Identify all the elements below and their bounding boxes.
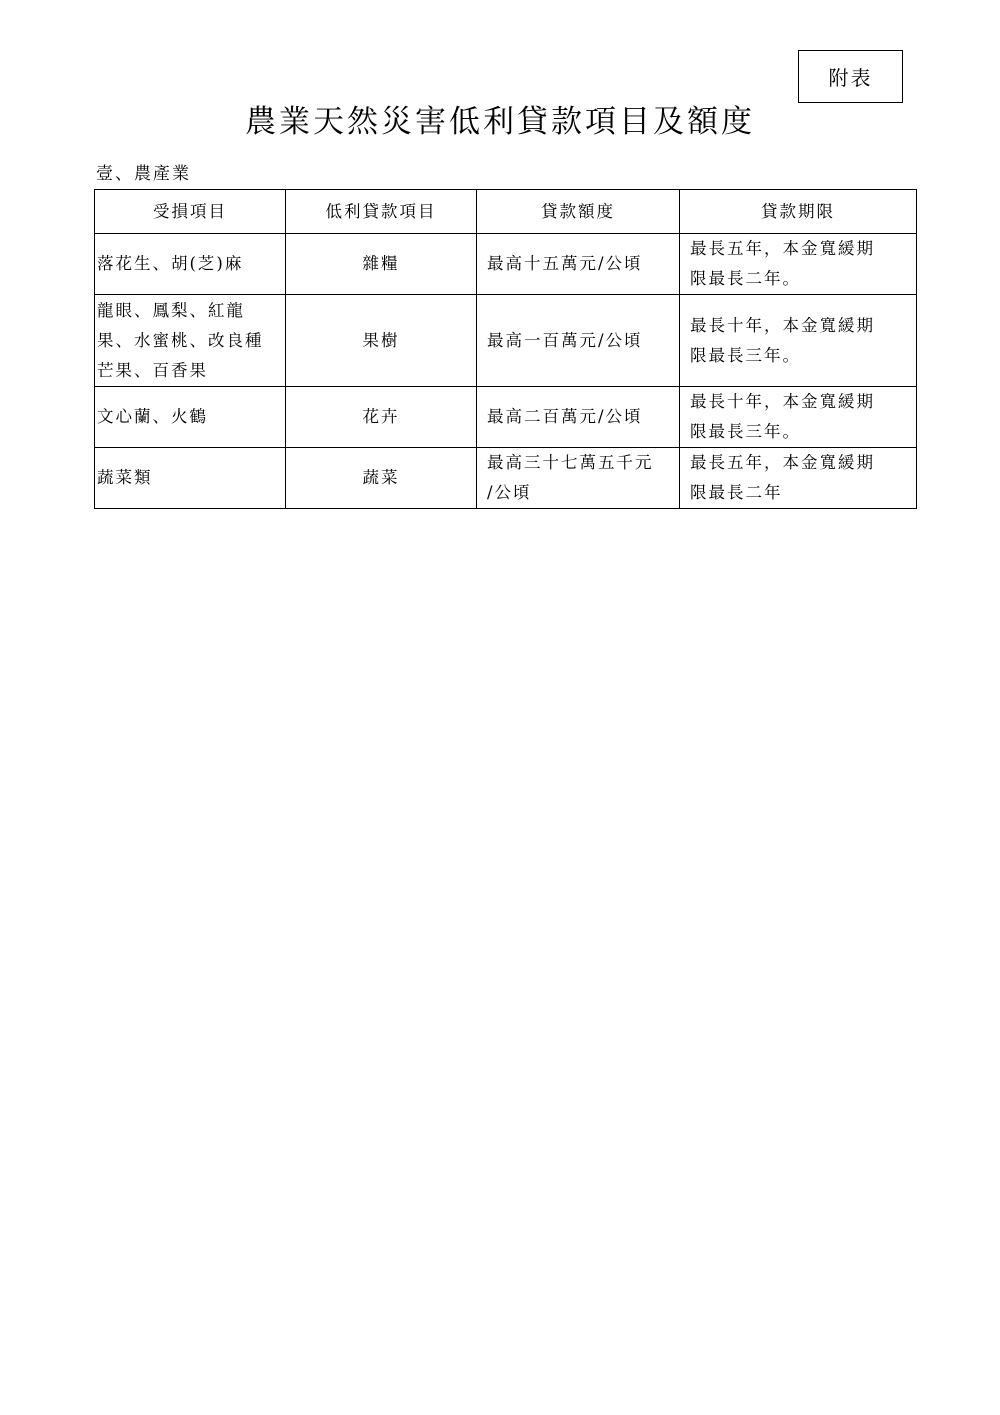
cell-loan-item: 雜糧 — [286, 234, 477, 295]
cell-damaged-item — [95, 234, 286, 295]
cell-loan-term — [680, 387, 917, 448]
cell-line: 限最長二年 — [690, 483, 783, 502]
cell-line: 最高十五萬元/公頃 — [487, 254, 643, 273]
header-loan-item: 低利貸款項目 — [286, 190, 477, 234]
cell-line: 果、水蜜桃、改良種 — [97, 330, 264, 350]
cell-line: 最高一百萬元/公頃 — [487, 330, 643, 350]
table-row — [95, 295, 917, 387]
cell-loan-item: 果樹 — [286, 295, 477, 387]
cell-loan-item: 蔬菜 — [286, 448, 477, 509]
cell-loan-term — [680, 234, 917, 295]
document-title: 農業天然災害低利貸款項目及額度 — [245, 104, 755, 140]
cell-damaged-item — [95, 448, 286, 509]
cell-line: 最長十年，本金寬緩期 — [690, 315, 875, 335]
section-label: 壹、農產業 — [96, 164, 191, 184]
cell-loan-term — [680, 295, 917, 387]
cell-loan-amount — [477, 387, 680, 448]
cell-line: 蔬菜類 — [97, 468, 153, 487]
cell-loan-amount — [477, 448, 680, 509]
cell-line: /公頃 — [487, 483, 532, 502]
cell-line: 限最長二年。 — [690, 269, 801, 288]
attachment-label: 附表 — [798, 50, 903, 103]
cell-line: 芒果、百香果 — [97, 360, 208, 380]
loan-table — [94, 189, 917, 509]
cell-loan-amount — [477, 234, 680, 295]
header-loan-term: 貸款期限 — [680, 190, 917, 234]
cell-loan-item: 花卉 — [286, 387, 477, 448]
cell-loan-term — [680, 448, 917, 509]
header-loan-amount: 貸款額度 — [477, 190, 680, 234]
cell-line: 龍眼、鳳梨、紅龍 — [97, 300, 245, 320]
cell-loan-amount — [477, 295, 680, 387]
header-damaged-item: 受損項目 — [95, 190, 286, 234]
table-row — [95, 387, 917, 448]
cell-line: 最長五年，本金寬緩期 — [690, 453, 875, 472]
cell-line: 文心蘭、火鶴 — [97, 407, 208, 426]
cell-line: 最長十年，本金寬緩期 — [690, 392, 875, 411]
cell-line: 限最長三年。 — [690, 422, 801, 441]
cell-damaged-item — [95, 295, 286, 387]
cell-line: 最長五年，本金寬緩期 — [690, 239, 875, 258]
table-row — [95, 234, 917, 295]
table-header-row — [95, 190, 917, 234]
cell-line: 限最長三年。 — [690, 345, 801, 365]
cell-damaged-item — [95, 387, 286, 448]
cell-line: 最高三十七萬五千元 — [487, 453, 654, 472]
table-row — [95, 448, 917, 509]
cell-line: 落花生、胡(芝)麻 — [97, 254, 244, 273]
cell-line: 最高二百萬元/公頃 — [487, 407, 643, 426]
